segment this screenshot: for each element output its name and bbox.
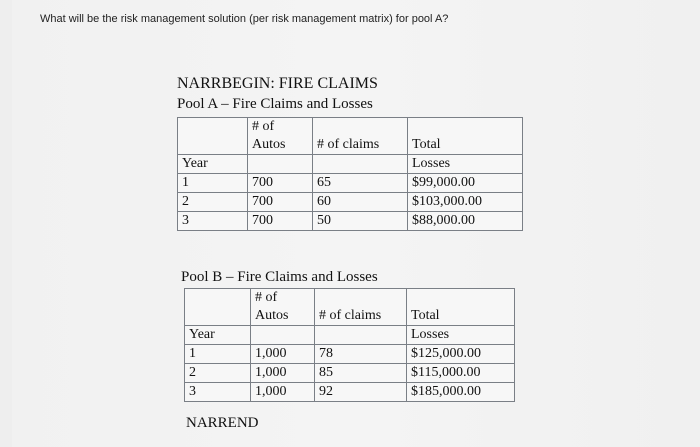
table-row: 2 700 60 $103,000.00 xyxy=(178,193,523,212)
year-header: Year xyxy=(178,155,248,174)
claims-header: # of claims xyxy=(313,136,408,155)
narrative-end: NARREND xyxy=(186,415,259,431)
question-text: What will be the risk management solution (per risk management matrix) for pool A? xyxy=(40,13,449,25)
table-header-row: Autos # of claims Total xyxy=(178,136,523,155)
pool-b-table xyxy=(184,288,515,402)
table-header-row: Year Losses xyxy=(178,155,523,174)
losses-header: Total xyxy=(408,136,523,155)
table-header-row: Year Losses xyxy=(185,326,515,345)
table-header-row: Autos # of claims Total xyxy=(185,307,515,326)
table-header-row xyxy=(178,118,523,137)
losses-header: Total xyxy=(407,307,515,326)
year-header: Year xyxy=(185,326,251,345)
narrative-heading: NARRBEGIN: FIRE CLAIMS xyxy=(177,75,378,92)
pool-a-table xyxy=(177,117,523,231)
pool-b-title: Pool B – Fire Claims and Losses xyxy=(181,269,378,285)
table-row: 2 1,000 85 $115,000.00 xyxy=(185,364,515,383)
pool-a-title: Pool A – Fire Claims and Losses xyxy=(177,96,373,112)
table-header-row xyxy=(185,289,515,308)
table-row: 3 700 50 $88,000.00 xyxy=(178,212,523,231)
table-row: 1 1,000 78 $125,000.00 xyxy=(185,345,515,364)
claims-header: # of claims xyxy=(315,307,407,326)
autos-header: # of xyxy=(248,118,313,137)
autos-header: # of xyxy=(251,289,315,308)
table-row: 1 700 65 $99,000.00 xyxy=(178,174,523,193)
table-row: 3 1,000 92 $185,000.00 xyxy=(185,383,515,402)
